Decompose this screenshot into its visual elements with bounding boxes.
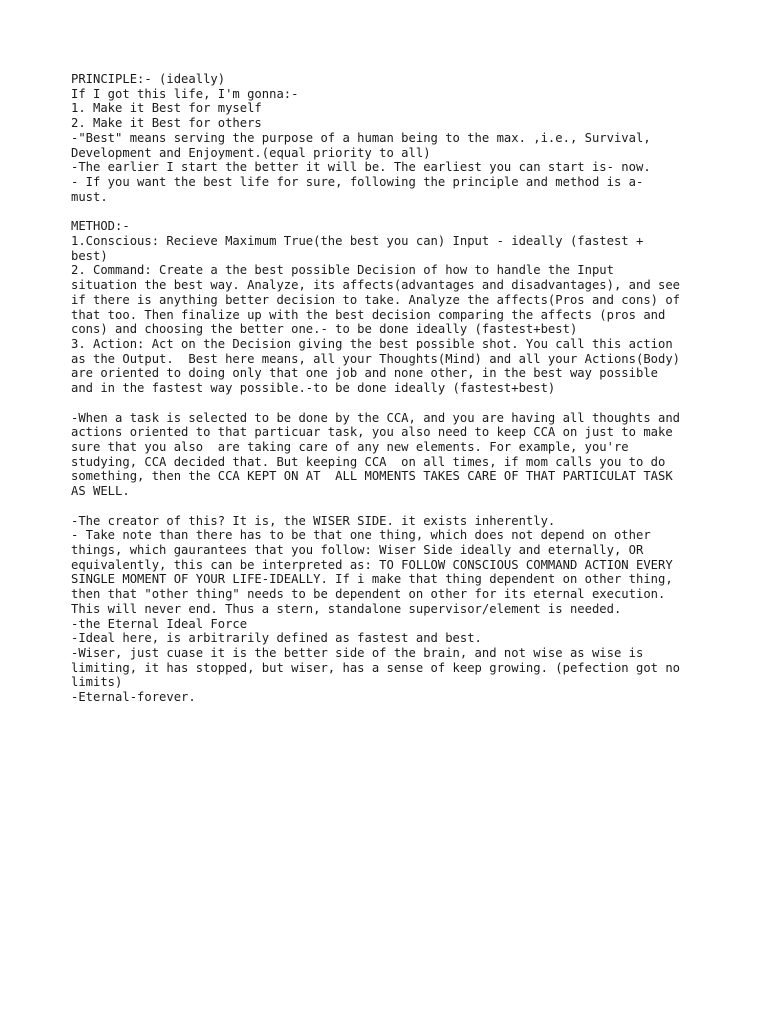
text-line: 1. Make it Best for myself [71,101,262,116]
text-line: -Ideal here, is arbitrarily defined as fastest and best. [71,631,482,646]
document-body [71,72,711,705]
blank-line [71,204,711,219]
text-line: cons) and choosing the better one.- to be done ideally (fastest+best) [71,322,578,337]
text-line: -When a task is selected to be done by the CCA, and you are having all thoughts and [71,410,681,425]
text-line: -Eternal-forever. [71,690,196,705]
text-line: and in the fastest way possible.-to be done ideally (fastest+best) [71,381,556,396]
text-line: METHOD:- [71,219,130,234]
text-line: something, then the CCA KEPT ON AT ALL MOMENTS TAKES CARE OF THAT PARTICULAT TASK [71,469,673,484]
text-line: -"Best" means serving the purpose of a human being to the max. ,i.e., Survival, [71,130,651,145]
text-line: 2. Make it Best for others [71,116,262,131]
text-line: as the Output. Best here means, all your Thoughts(Mind) and all your Actions(Body) [71,351,681,366]
text-line: then that "other thing" needs to be dependent on other for its eternal execution. [71,587,666,602]
blank-line [71,396,711,411]
text-line: limiting, it has stopped, but wiser, has a sense of keep growing. (pefection got no [71,660,681,675]
text-line: limits) [71,675,123,690]
text-line: are oriented to doing only that one job and none other, in the best way possible [71,366,658,381]
text-line: sure that you also are taking care of any new elements. For example, you're [71,439,629,454]
text-line: -The earlier I start the better it will be. The earliest you can start is- now. [71,160,651,175]
text-line: actions oriented to that particuar task, you also need to keep CCA on just to make [71,425,673,440]
text-line: studying, CCA decided that. But keeping CCA on all times, if mom calls you to do [71,454,666,469]
text-line: -Wiser, just cuase it is the better side of the brain, and not wise as wise is [71,646,644,661]
text-line: - Take note than there has to be that one thing, which does not depend on other [71,528,651,543]
text-line: situation the best way. Analyze, its affects(advantages and disadvantages), and see [71,278,681,293]
text-line: Development and Enjoyment.(equal priority to all) [71,145,431,160]
text-line: 1.Conscious: Recieve Maximum True(the best you can) Input - ideally (fastest + [71,233,644,248]
text-line: AS WELL. [71,484,130,499]
text-line: -the Eternal Ideal Force [71,616,248,631]
blank-line [71,499,711,514]
text-line: SINGLE MOMENT OF YOUR LIFE-IDEALLY. If i make that thing dependent on other thing, [71,572,673,587]
text-line: if there is anything better decision to take. Analyze the affects(Pros and cons) of [71,292,681,307]
text-line: 2. Command: Create a the best possible Decision of how to handle the Input [71,263,614,278]
text-line: 3. Action: Act on the Decision giving the best possible shot. You call this action [71,336,673,351]
text-line: things, which gaurantees that you follow: Wiser Side ideally and eternally, OR [71,543,644,557]
text-line: equivalently, this can be interpreted as: TO FOLLOW CONSCIOUS COMMAND ACTION EVERY [71,557,673,572]
text-line: best) [71,248,108,263]
text-line: PRINCIPLE:- (ideally) [71,72,226,86]
text-line: This will never end. Thus a stern, standalone supervisor/element is needed. [71,601,622,616]
text-line: that too. Then finalize up with the best decision comparing the affects (pros and [71,307,666,322]
text-line: If I got this life, I'm gonna:- [71,86,299,101]
text-line: -The creator of this? It is, the WISER SIDE. it exists inherently. [71,513,556,528]
text-line: - If you want the best life for sure, following the principle and method is a- [71,175,644,190]
text-line: must. [71,189,108,204]
